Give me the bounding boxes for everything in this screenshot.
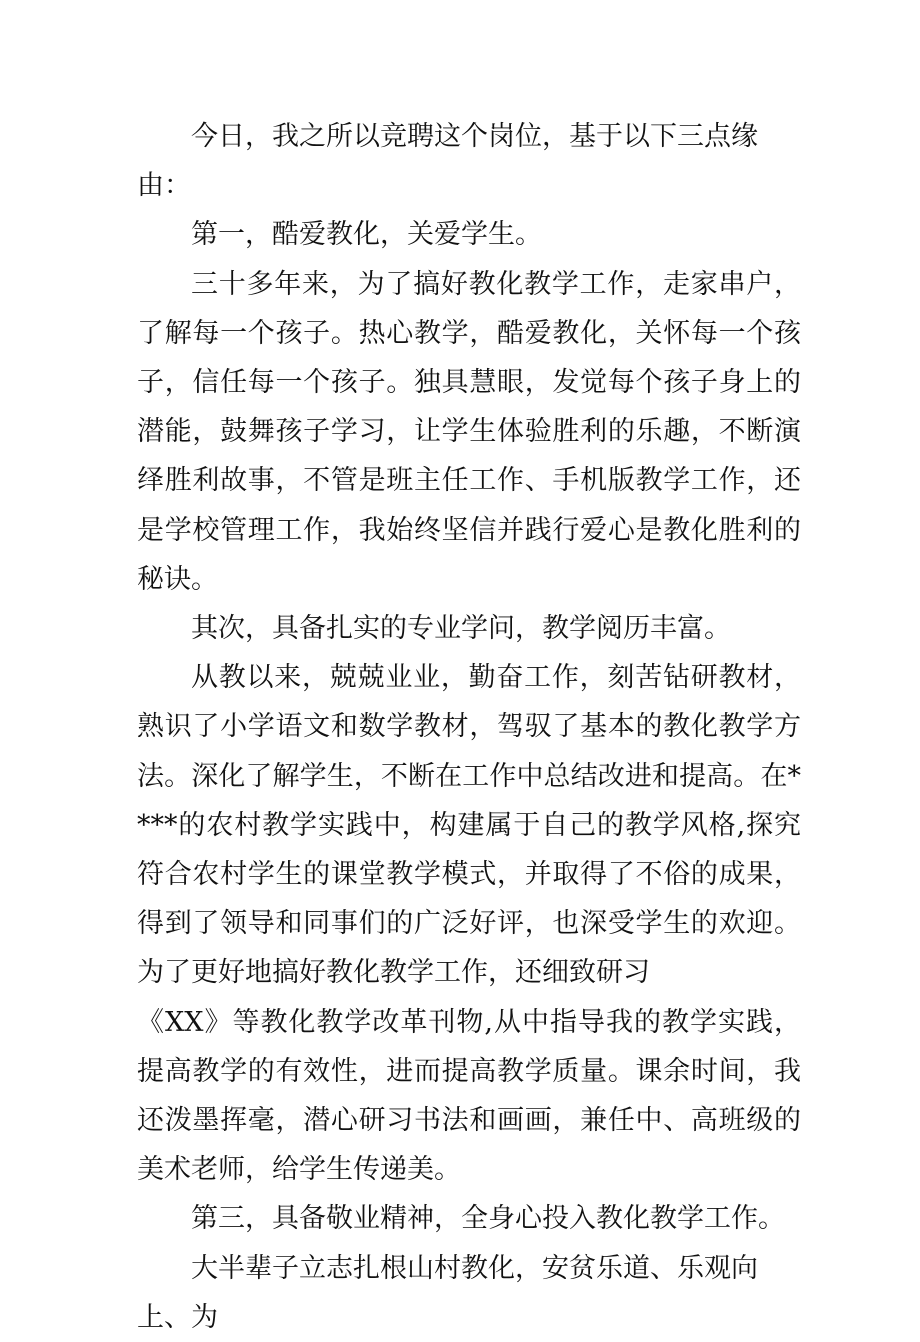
paragraph-point-three-heading: 第三，具备敬业精神，全身心投入教化教学工作。 [191,1203,785,1235]
paragraph-intro: 今日，我之所以竞聘这个岗位，基于以下三点缘由： [137,121,758,202]
document-body [137,112,801,1342]
paragraph-point-two-continuation: 《XX》等教化教学改革刊物,从中指导我的教学实践，提高教学的有效性，进而提高教学质量。课余时间，我还泼墨挥毫，潜心研习书法和画画，兼任中、高班级的美术老师，给学生传递美。 [137,1006,801,1186]
paragraph-point-one-body: 三十多年来，为了搞好教化教学工作，走家串户，了解每一个孩子。热心教学，酷爱教化，关怀每一个孩子，信任每一个孩子。独具慧眼，发觉每个孩子身上的潜能，鼓舞孩子学习，让学生体验胜利的乐趣，不断演绎胜利故事，不管是班主任工作、手机版教学工作，还是学校管理工作，我始终坚信并践行爱心是教化胜利的秘诀。 [137,268,801,595]
paragraph-point-one-heading: 第一，酷爱教化，关爱学生。 [191,219,542,251]
paragraph-point-two-body: 从教以来，兢兢业业，勤奋工作，刻苦钻研教材，熟识了小学语文和数学教材，驾驭了基本的教化教学方法。深化了解学生，不断在工作中总结改进和提高。在****的农村教学实践中，构建属于自己的教学风格,探究符合农村学生的课堂教学模式，并取得了不俗的成果，得到了领导和同事们的广泛好评，也深受学生的欢迎。为了更好地搞好教化教学工作，还细致研习 [137,662,801,989]
paragraph-point-three-body: 大半辈子立志扎根山村教化，安贫乐道、乐观向上、为 [137,1252,758,1333]
paragraph-point-two-heading: 其次，具备扎实的专业学问，教学阅历丰富。 [191,613,731,645]
